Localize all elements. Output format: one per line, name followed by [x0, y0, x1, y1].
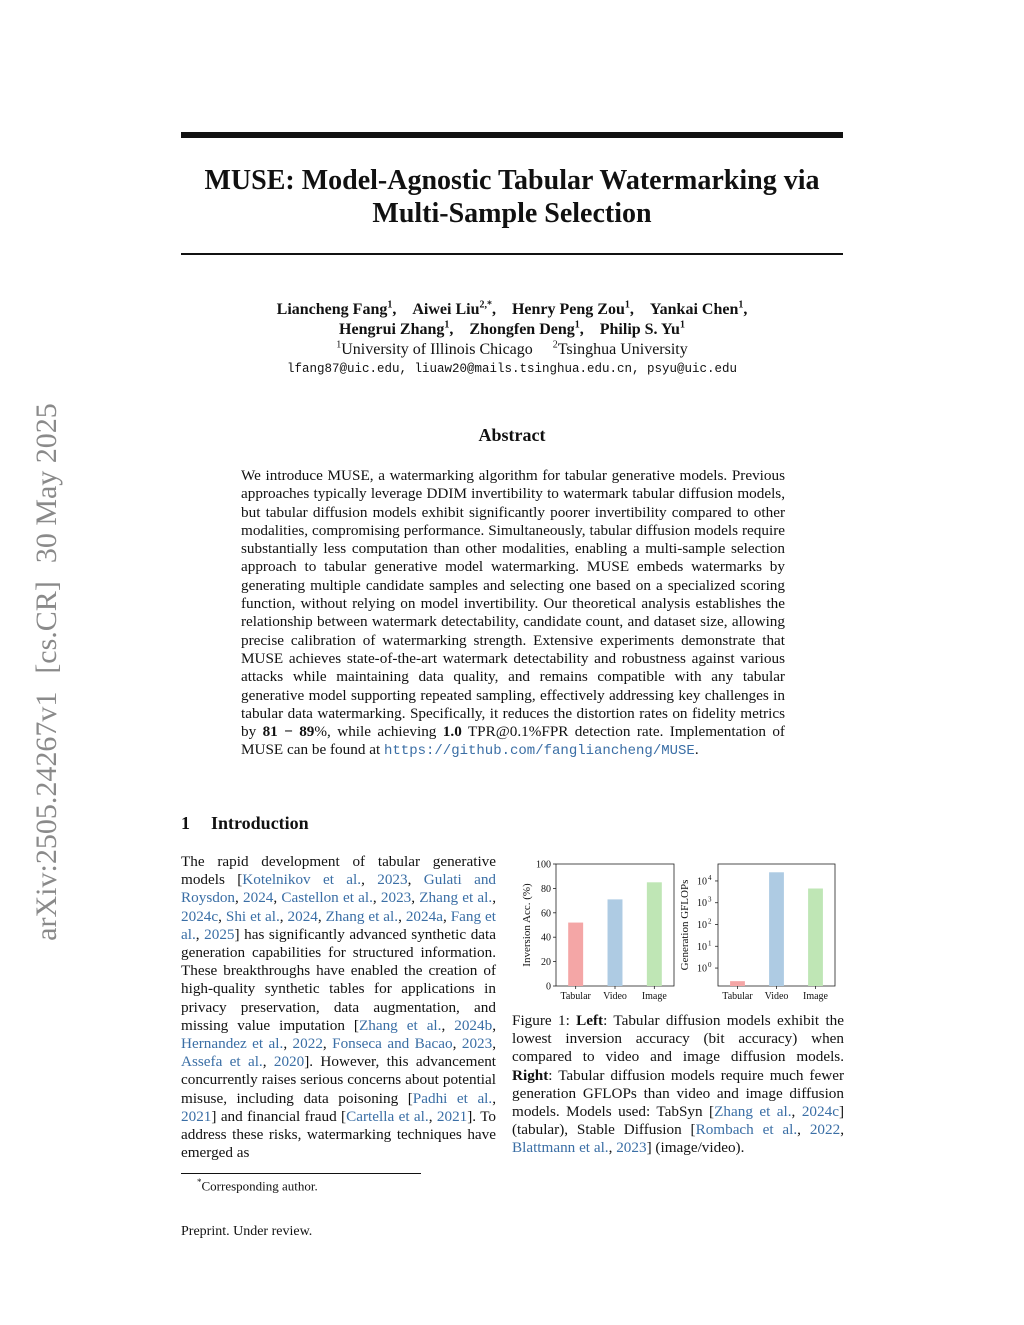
x-tick-label: Tabular — [560, 991, 591, 1002]
x-tick-label: Video — [603, 991, 627, 1002]
author-name: Liancheng Fang — [276, 301, 388, 318]
citation-link[interactable]: Zhang et al. — [419, 889, 493, 907]
citation-link[interactable]: Kotelnikov et al. — [242, 871, 362, 889]
author-name: Aiwei Liu — [412, 301, 480, 318]
affiliation-1: University of Illinois Chicago — [341, 341, 533, 358]
author-emails: lfang87@uic.edu, liuaw20@mails.tsinghua.edu.cn, psyu@uic.edu — [286, 362, 738, 376]
citation-link[interactable]: Cartella et al. — [346, 1107, 429, 1125]
arxiv-category: [cs.CR] — [30, 581, 63, 674]
citation-link[interactable]: Gulati and Roysdon — [181, 871, 497, 907]
inversion-accuracy-chart — [521, 860, 674, 1003]
y-tick-exponent: 4 — [708, 873, 712, 882]
bar — [608, 899, 623, 986]
abstract-heading: Abstract — [478, 425, 546, 445]
bar — [647, 882, 662, 986]
citation-link[interactable]: Zhang et al. — [358, 1016, 442, 1034]
y-tick-label: 10 — [697, 876, 707, 888]
author-name: Zhongfen Deng — [469, 321, 575, 338]
generation-gflops-chart — [679, 864, 835, 1002]
citation-link[interactable]: Assefa et al. — [181, 1053, 263, 1071]
citation-link[interactable]: Zhang et al. — [325, 907, 399, 925]
y-axis-label: Inversion Acc. (%) — [521, 883, 533, 967]
section-title: Introduction — [211, 813, 309, 833]
intro-paragraph: The rapid development of tabular generative models [Kotelnikov et al., 2023, Gulati and Roysdon, 2024, Castellon et al., 2023, Zhang et al., 2024c, Shi et al., 2024, Zhang et al., 2024a, Fang et al., 2025] has significantly advanced synthetic data generation capabilities for structured information. These breakthroughs have enabled the creation of high-quality synthetic tables for applications in privacy preservation, data augmentation, and missing value imputation [Zhang et al., 2024b, Hernandez et al., 2022, Fonseca and Bacao, 2023, Assefa et al., 2020]. However, this advancement concurrently raises serious concerns about potential misuse, including data poisoning [Padhi et al., 2021] and financial fraud [Cartella et al., 2021]. To address these risks, watermarking techniques have emerged as — [181, 853, 497, 1162]
section-heading — [181, 813, 309, 834]
title-line-2: Multi-Sample Selection — [372, 198, 652, 229]
citation-link[interactable]: Zhang et al. — [714, 1103, 792, 1121]
author-name: Henry Peng Zou — [511, 301, 625, 318]
title-line-1: MUSE: Model-Agnostic Tabular Watermarking via — [204, 165, 820, 196]
github-link[interactable]: https://github.com/fangliancheng/MUSE — [383, 743, 695, 760]
y-tick-exponent: 0 — [708, 961, 712, 970]
y-tick-label: 0 — [546, 981, 551, 993]
citation-link[interactable]: Fonseca and Bacao — [332, 1035, 453, 1053]
footnote: *Corresponding author. — [197, 1177, 318, 1194]
arxiv-stamp — [30, 385, 64, 941]
y-tick-exponent: 3 — [708, 895, 712, 904]
author-list: Liancheng Fang$^1$, Aiwei Liu$^{2,*}$, Henry Peng Zou$^1$, Yankai Chen$^1$, Hengrui Zhang$^1$, Zhongfen Deng$^1$, Philip S. Yu$^1$ — [276, 299, 748, 338]
y-tick-label: 10 — [697, 898, 707, 910]
affiliation-2: Tsinghua University — [557, 341, 688, 358]
figure-1-charts — [512, 856, 848, 1006]
figure-1-caption: Figure 1: Left: Tabular diffusion models exhibit the lowest inversion accuracy (bit accuracy) when compared to video and image diffusion models. Right: Tabular diffusion models require much fewer generation GFLOPs than video and image diffusion models. Models used: TabSyn [Zhang et al., 2024c] (tabular), Stable Diffusion [Rombach et al., 2022, Blattmann et al., 2023] (image/video). — [512, 1012, 844, 1157]
y-tick-label: 10 — [697, 963, 707, 975]
abstract-body: We introduce MUSE, a watermarking algorithm for tabular generative models. Previous approaches typically leverage DDIM invertibility to watermark tabular diffusion models, but tabular diffusion models exhibit significantly poorer invertibility compared to other modalities, compromising performance. Simultaneously, tabular diffusion models require substantially less computation than other modalities, enabling a multi-sample selection approach to tabular generative model watermarking. MUSE embeds watermarks by generating multiple candidate samples and selecting one based on a specialized scoring function, without relying on model invertibility. Our theoretical analysis establishes the relationship between watermark detectability, candidate count, and dataset size, allowing precise calibration of watermarking strength. Extensive experiments demonstrate that MUSE achieves state-of-the-art watermark detectability and robustness against various attacks while maintaining data quality, and remains compatible with any tabular generative model supporting repeated sampling, effectively addressing key challenges in tabular data watermarking. Specifically, it reduces the distortion rates on fidelity metrics by 81 − 89%, while achieving 1.0 TPR@0.1%FPR detection rate. Implementation of MUSE can be found at https://github.com/fangliancheng/MUSE. — [241, 467, 785, 760]
arxiv-id: arXiv:2505.24267v1 — [30, 691, 63, 941]
citation-link[interactable]: Rombach et al. — [695, 1121, 798, 1139]
arxiv-date: 30 May 2025 — [30, 403, 63, 564]
y-tick-label: 10 — [697, 920, 707, 932]
bar — [769, 872, 784, 986]
bar — [568, 923, 583, 986]
citation-link[interactable]: Castellon et al. — [281, 889, 373, 907]
citation-link[interactable]: Padhi et al. — [412, 1089, 493, 1107]
x-tick-label: Tabular — [722, 991, 753, 1002]
footnote-rule — [181, 1173, 421, 1174]
affiliations: $^1$University of Illinois Chicago $^2$Tsinghua University — [336, 339, 688, 358]
x-tick-label: Image — [803, 991, 828, 1002]
x-tick-label: Video — [764, 991, 789, 1002]
bar — [808, 888, 823, 986]
y-tick-label: 100 — [536, 859, 551, 871]
author-name: Hengrui Zhang — [339, 321, 445, 338]
author-name: Yankai Chen — [649, 301, 739, 318]
citation-link[interactable]: Shi et al. — [225, 907, 280, 925]
author-name: Philip S. Yu — [599, 321, 680, 338]
y-tick-exponent: 2 — [708, 917, 712, 926]
citation-link[interactable]: Blattmann et al. — [512, 1139, 609, 1157]
preprint-notice: Preprint. Under review. — [181, 1224, 313, 1239]
citation-link[interactable]: Fang et al. — [181, 907, 496, 943]
y-tick-label: 10 — [697, 941, 707, 953]
section-number: 1 — [181, 813, 190, 833]
title-bottom-rule — [181, 253, 843, 255]
y-tick-label: 60 — [541, 908, 551, 920]
y-tick-label: 40 — [541, 932, 551, 944]
bar — [730, 981, 745, 986]
y-tick-label: 80 — [541, 883, 551, 895]
title-top-rule — [181, 132, 843, 138]
y-tick-label: 20 — [541, 957, 551, 969]
y-tick-exponent: 1 — [708, 939, 712, 948]
y-axis-label: Generation GFLOPs — [679, 879, 691, 971]
citation-link[interactable]: Hernandez et al. — [181, 1035, 284, 1053]
paper-title — [181, 164, 843, 230]
x-tick-label: Image — [641, 991, 667, 1002]
